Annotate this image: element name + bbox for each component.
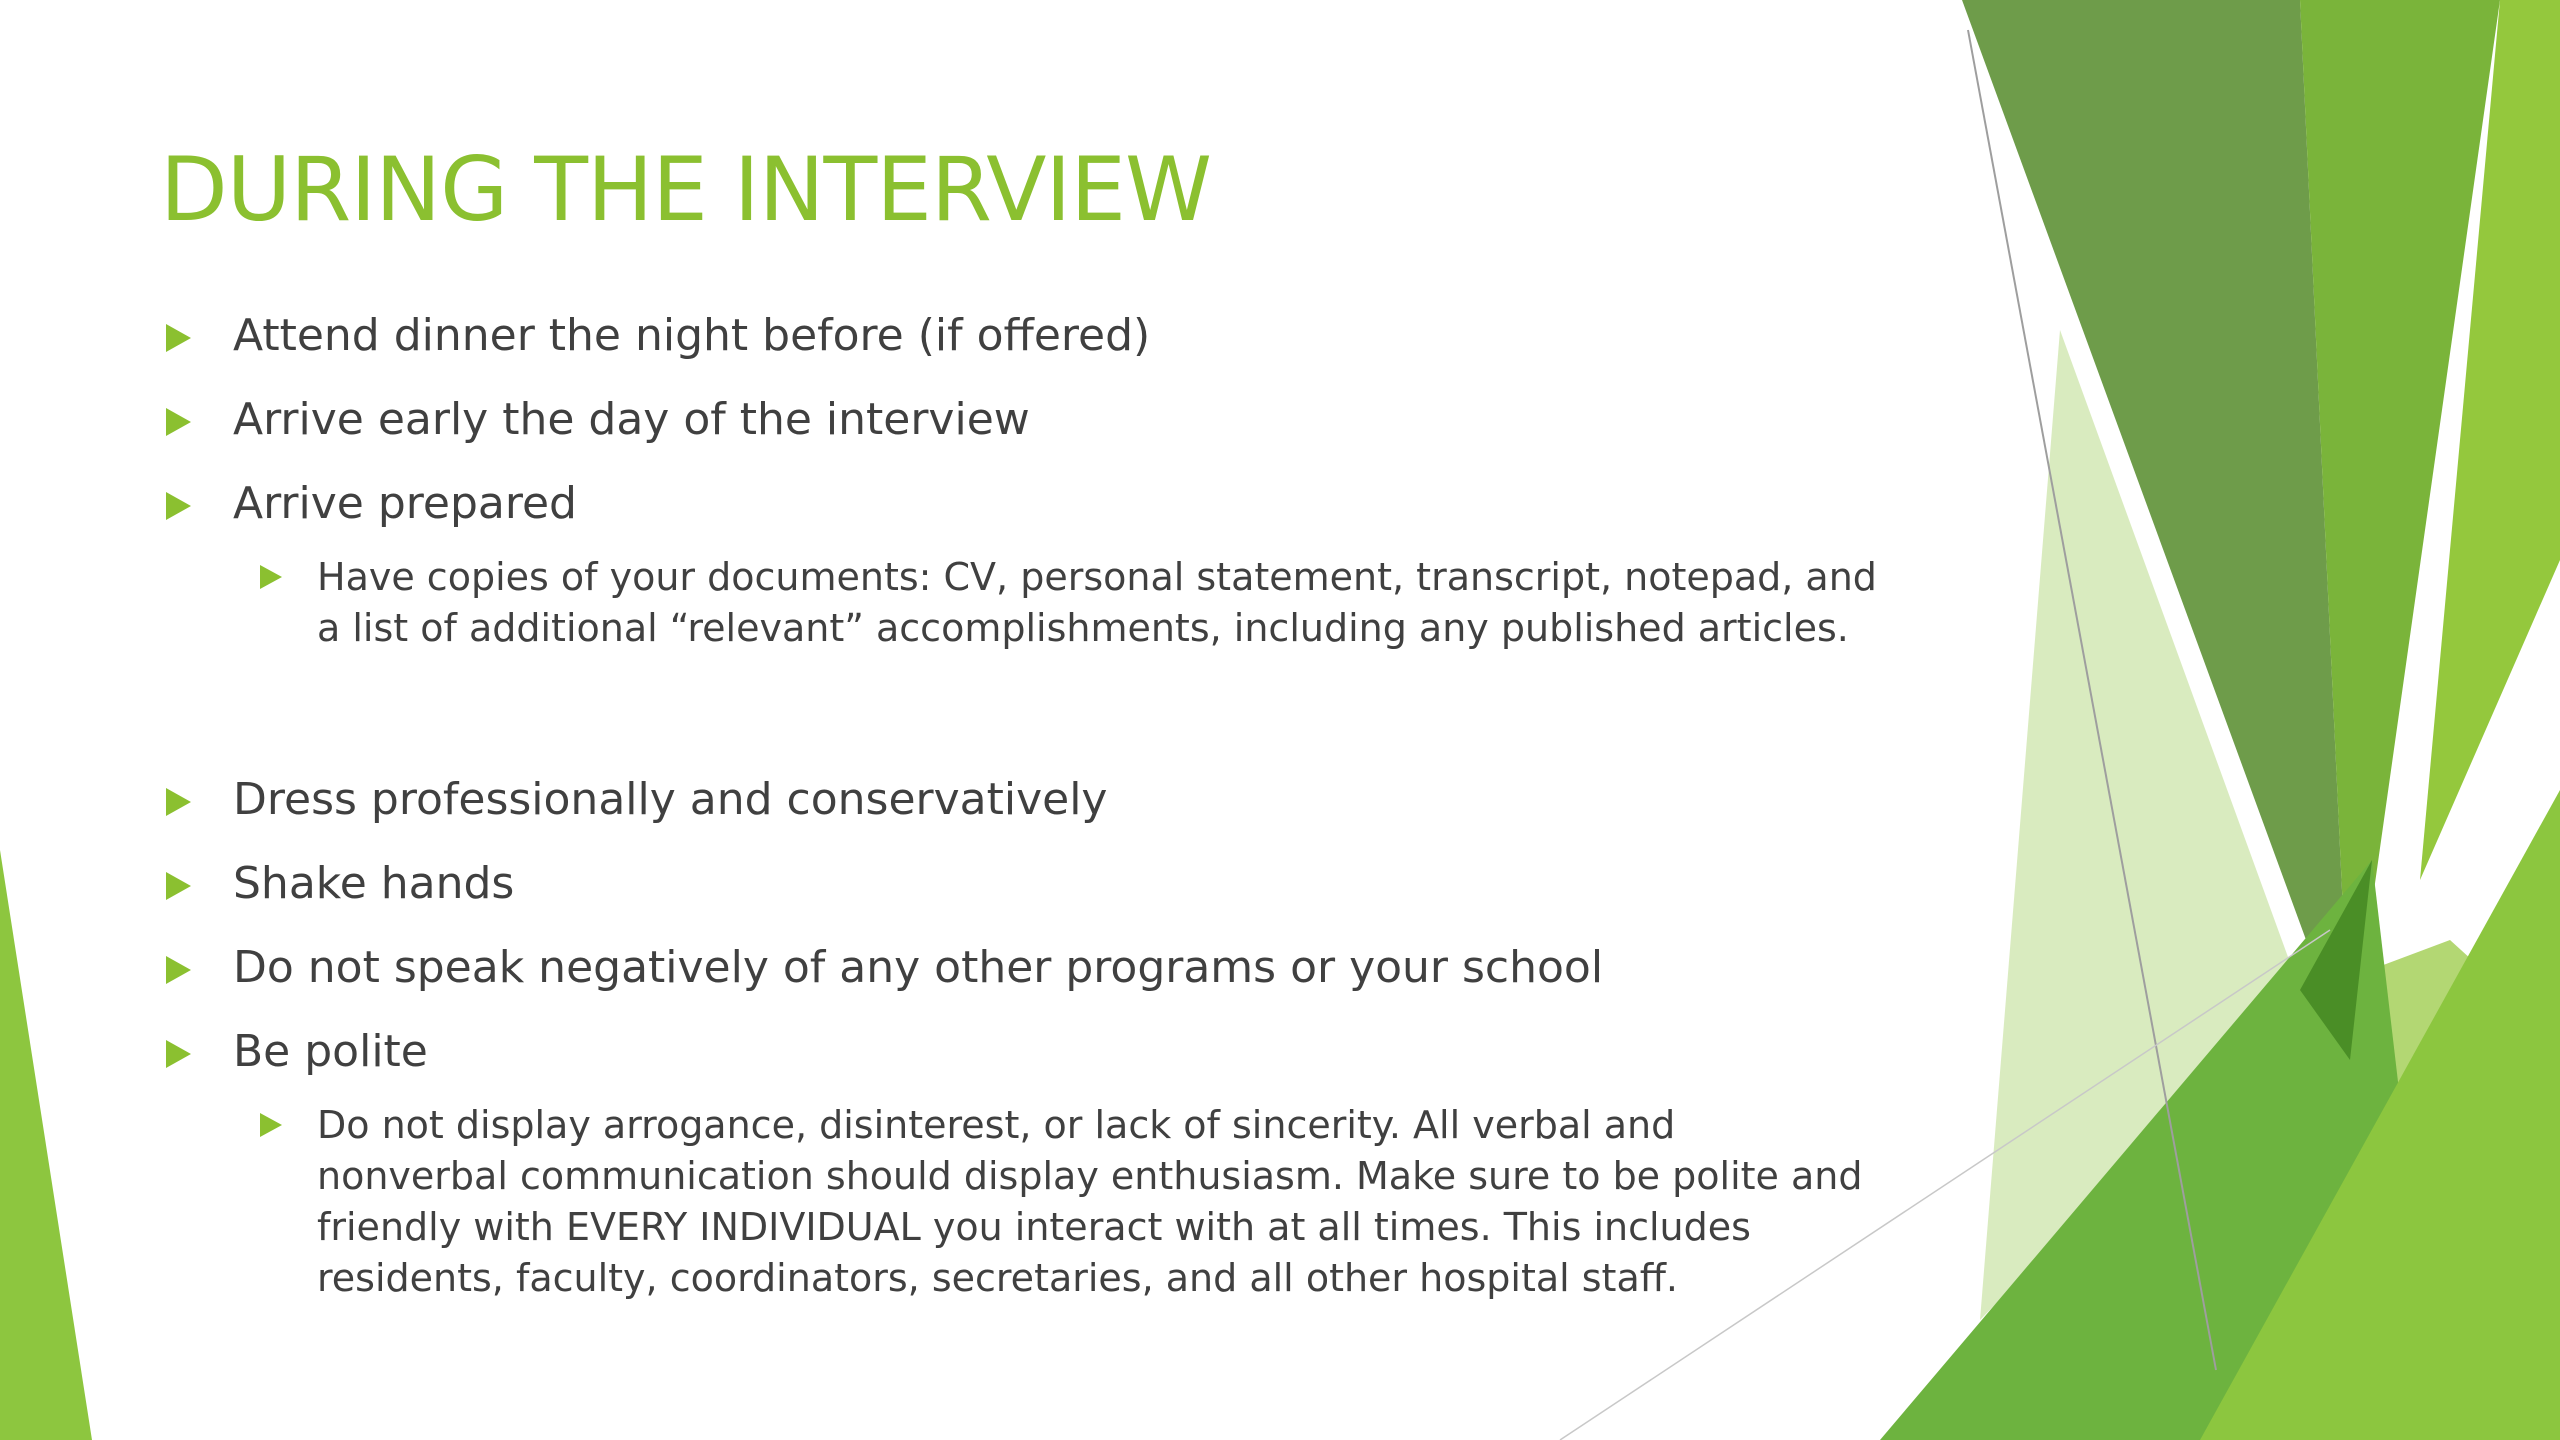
sub-bullet-line: nonverbal communication should display enthusiasm. Make sure to be polite and — [317, 1154, 1863, 1198]
bullet-text: Dress professionally and conservatively — [233, 774, 1108, 825]
bullet-text: Do not speak negatively of any other programs or your school — [233, 942, 1604, 993]
sub-bullet-item — [160, 1100, 1920, 1304]
bullet-text: Arrive prepared — [233, 478, 577, 529]
triangle-right-icon — [260, 1113, 282, 1137]
triangle-right-icon — [166, 956, 191, 984]
sub-bullet-line: a list of additional “relevant” accomplishments, including any published articles. — [317, 606, 1849, 650]
bullet-item — [160, 300, 1920, 384]
bullet-text: Be polite — [233, 1026, 428, 1077]
triangle-right-icon — [166, 408, 191, 436]
bullet-item — [160, 848, 1920, 932]
triangle-right-icon — [260, 565, 282, 589]
bullet-item — [160, 1016, 1920, 1100]
sub-bullet-line: friendly with EVERY INDIVIDUAL you interact with at all times. This includes — [317, 1205, 1751, 1249]
left-facet — [0, 850, 92, 1440]
triangle-right-icon — [166, 788, 191, 816]
bullet-text: Arrive early the day of the interview — [233, 394, 1030, 445]
bullet-item — [160, 384, 1920, 468]
triangle-right-icon — [166, 1040, 191, 1068]
triangle-right-icon — [166, 872, 191, 900]
slide-title: DURING THE INTERVIEW — [160, 138, 1211, 241]
bullet-text: Attend dinner the night before (if offered) — [233, 310, 1151, 361]
triangle-right-icon — [166, 324, 191, 352]
bullet-list — [160, 300, 1920, 1304]
sub-bullet-line: Do not display arrogance, disinterest, or lack of sincerity. All verbal and — [317, 1103, 1676, 1147]
bullet-item — [160, 932, 1920, 1016]
bullet-item — [160, 764, 1920, 848]
bullet-item — [160, 468, 1920, 552]
sub-bullet-line: residents, faculty, coordinators, secretaries, and all other hospital staff. — [317, 1256, 1679, 1300]
triangle-right-icon — [166, 492, 191, 520]
sub-bullet-line: Have copies of your documents: CV, personal statement, transcript, notepad, and — [317, 555, 1877, 599]
sub-bullet-item — [160, 552, 1920, 654]
bullet-text: Shake hands — [233, 858, 515, 909]
